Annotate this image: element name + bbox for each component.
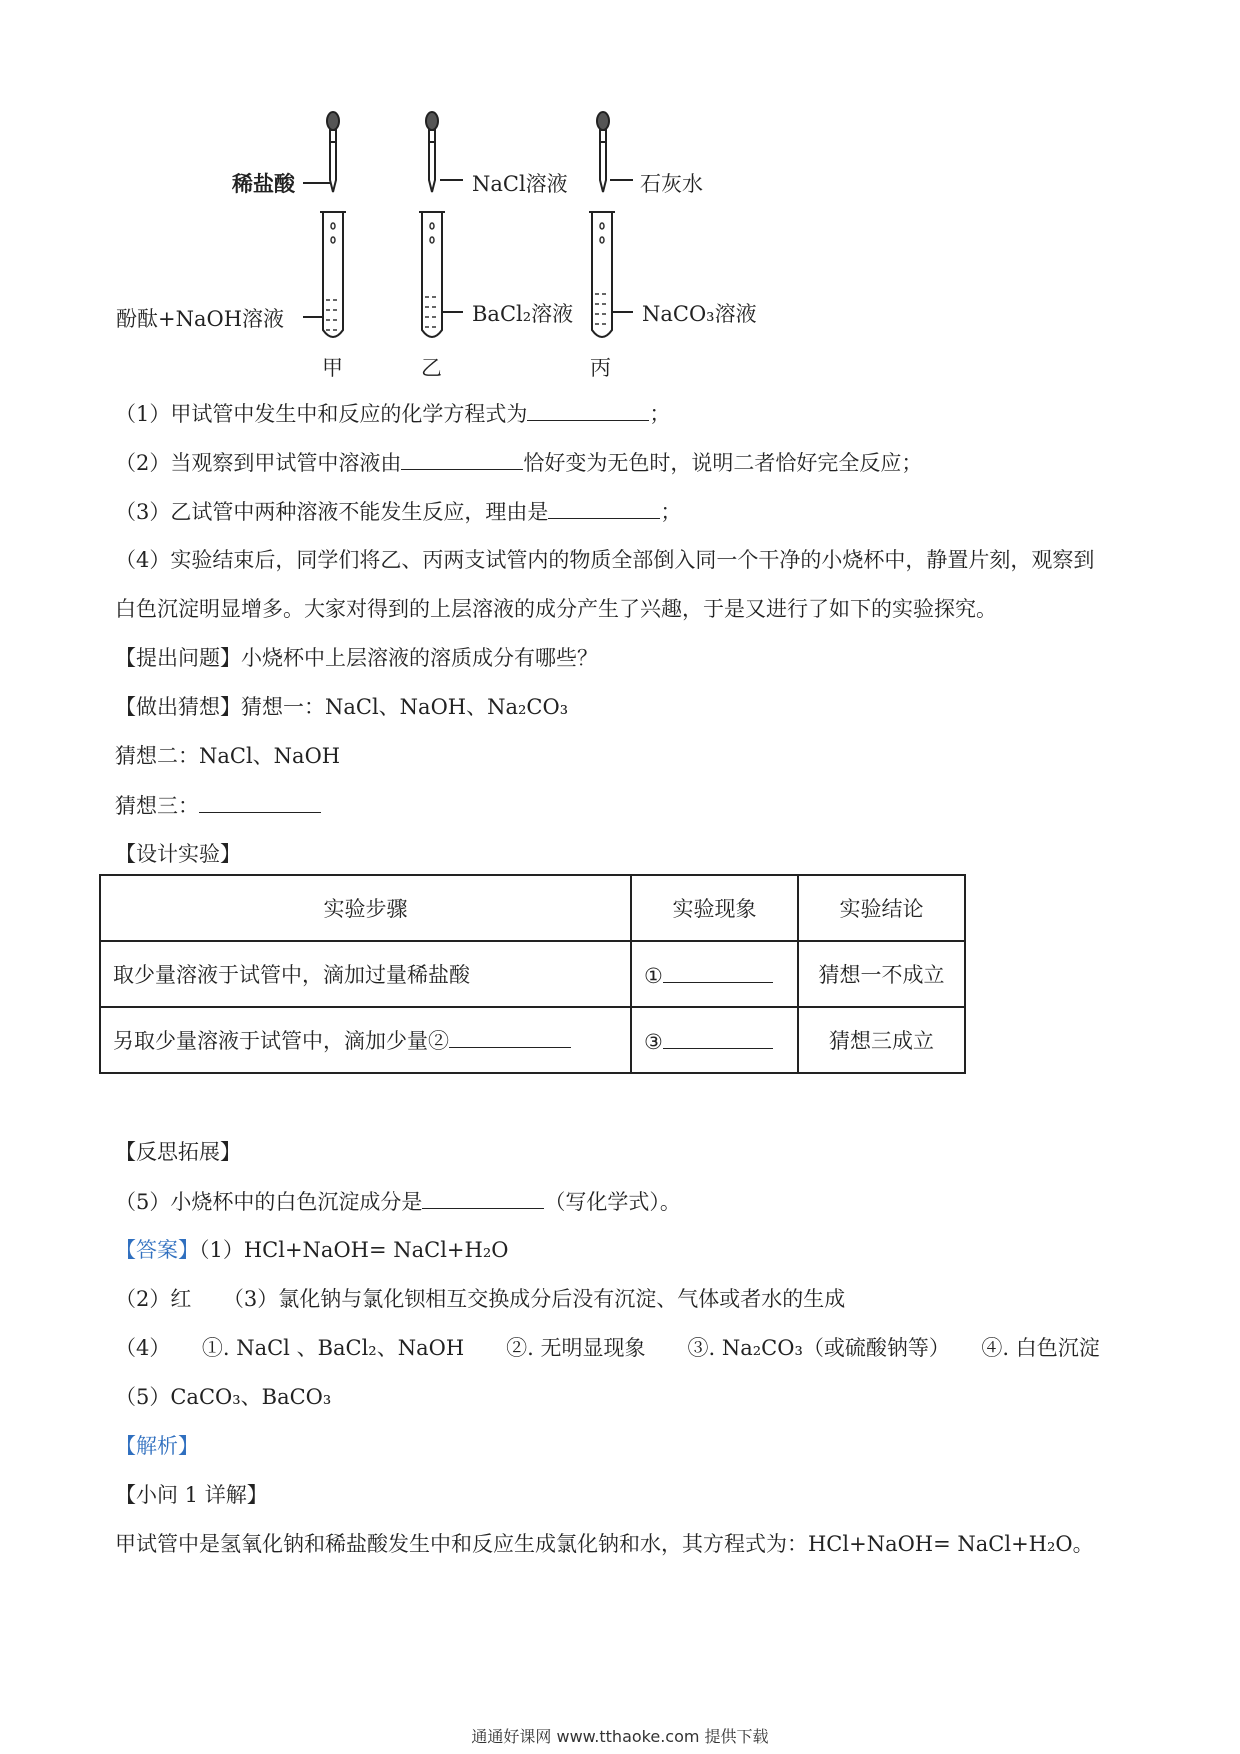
question-2-text-a: （2）当观察到甲试管中溶液由 xyxy=(115,451,402,475)
answer-1: （1）HCl+NaOH= NaCl+H₂O xyxy=(199,1238,509,1262)
reflection-heading: 【反思拓展】 xyxy=(115,1140,241,1164)
question-3-end: ； xyxy=(660,500,682,524)
table-cell-step: 取少量溶液于试管中，滴加过量稀盐酸 xyxy=(100,941,631,1007)
tube-label-bing: 丙 xyxy=(590,356,611,380)
answer-line-5: （5）CaCO₃、BaCO₃ xyxy=(115,1385,332,1409)
analysis-text: 甲试管中是氢氧化钠和稀盐酸发生中和反应生成氯化钠和水，其方程式为：HCl+NaOH= NaCl+H₂O。 xyxy=(115,1532,1094,1556)
table-row xyxy=(100,1007,965,1073)
analysis-tag: 【解析】 xyxy=(115,1434,199,1458)
answer-blank[interactable] xyxy=(449,1025,571,1048)
answer-blank[interactable] xyxy=(663,1026,773,1049)
ask-problem: 【提出问题】小烧杯中上层溶液的溶质成分有哪些？ xyxy=(115,646,598,670)
label-naco3-solution: NaCO₃溶液 xyxy=(642,302,757,326)
answer-blank[interactable] xyxy=(548,496,660,519)
table-header-row xyxy=(100,875,965,941)
question-5-text-b: （写化学式）。 xyxy=(544,1190,681,1214)
label-bacl2-solution: BaCl₂溶液 xyxy=(472,302,574,326)
guess-two: 猜想二：NaCl、NaOH xyxy=(115,744,341,768)
guess-three xyxy=(115,790,321,821)
answer-line-4: （4） ①. NaCl 、BaCl₂、NaOH ②. 无明显现象 ③. Na₂CO₃（或硫酸钠等） ④. 白色沉淀 xyxy=(115,1336,1100,1360)
answer-blank[interactable] xyxy=(422,1186,544,1209)
tube-label-jia: 甲 xyxy=(322,356,343,380)
table-cell-phenomenon xyxy=(631,941,798,1007)
guess-three-text: 猜想三： xyxy=(115,794,199,818)
question-5 xyxy=(115,1186,681,1217)
analysis-sub-heading: 【小问 1 详解】 xyxy=(115,1483,268,1507)
table-cell-step xyxy=(100,1007,631,1073)
design-experiment-heading: 【设计实验】 xyxy=(115,842,241,866)
answer-blank[interactable] xyxy=(401,447,523,470)
table-row xyxy=(100,941,965,1007)
question-2-text-b: 恰好变为无色时，说明二者恰好完全反应； xyxy=(523,451,923,475)
experiment-table xyxy=(99,874,966,1074)
question-1-text: （1）甲试管中发生中和反应的化学方程式为 xyxy=(115,402,528,426)
footer-watermark: 通通好课网 www.tthaoke.com 提供下载 xyxy=(471,1727,769,1746)
answer-line-2: （2）红 （3）氯化钠与氯化钡相互交换成分后没有沉淀、气体或者水的生成 xyxy=(115,1287,846,1311)
table-header: 实验结论 xyxy=(798,875,965,941)
table-cell-conclusion: 猜想一不成立 xyxy=(798,941,965,1007)
question-1-end: ； xyxy=(649,402,671,426)
tube-label-yi: 乙 xyxy=(421,356,442,380)
question-3 xyxy=(115,496,681,527)
answer-blank[interactable] xyxy=(663,960,773,983)
table-header: 实验现象 xyxy=(631,875,798,941)
question-1 xyxy=(115,398,670,429)
test-tube-diagram xyxy=(0,0,1240,390)
question-5-text-a: （5）小烧杯中的白色沉淀成分是 xyxy=(115,1190,423,1214)
circled-number: ③ xyxy=(644,1030,663,1054)
question-4-line-2: 白色沉淀明显增多。大家对得到的上层溶液的成分产生了兴趣，于是又进行了如下的实验探究。 xyxy=(115,597,997,621)
answer-tag: 【答案】 xyxy=(115,1238,199,1262)
answer-blank[interactable] xyxy=(527,398,649,421)
guess-one: 【做出猜想】猜想一：NaCl、NaOH、Na₂CO₃ xyxy=(115,695,569,719)
answer-line-1 xyxy=(115,1235,508,1265)
table-header: 实验步骤 xyxy=(100,875,631,941)
table-cell-phenomenon xyxy=(631,1007,798,1073)
label-phenolphthalein-naoh: 酚酞+NaOH溶液 xyxy=(116,307,285,331)
question-2 xyxy=(115,447,922,478)
step-text: 另取少量溶液于试管中，滴加少量② xyxy=(113,1029,449,1053)
table-cell-conclusion: 猜想三成立 xyxy=(798,1007,965,1073)
question-4-line-1: （4）实验结束后，同学们将乙、丙两支试管内的物质全部倒入同一个干净的小烧杯中，静置片刻，观察到 xyxy=(115,548,1095,572)
question-3-text: （3）乙试管中两种溶液不能发生反应，理由是 xyxy=(115,500,549,524)
answer-blank[interactable] xyxy=(199,790,321,813)
label-nacl-solution: NaCl溶液 xyxy=(472,172,568,196)
label-dilute-hcl: 稀盐酸 xyxy=(232,171,295,196)
circled-number: ① xyxy=(644,964,663,988)
label-limewater: 石灰水 xyxy=(640,172,703,196)
